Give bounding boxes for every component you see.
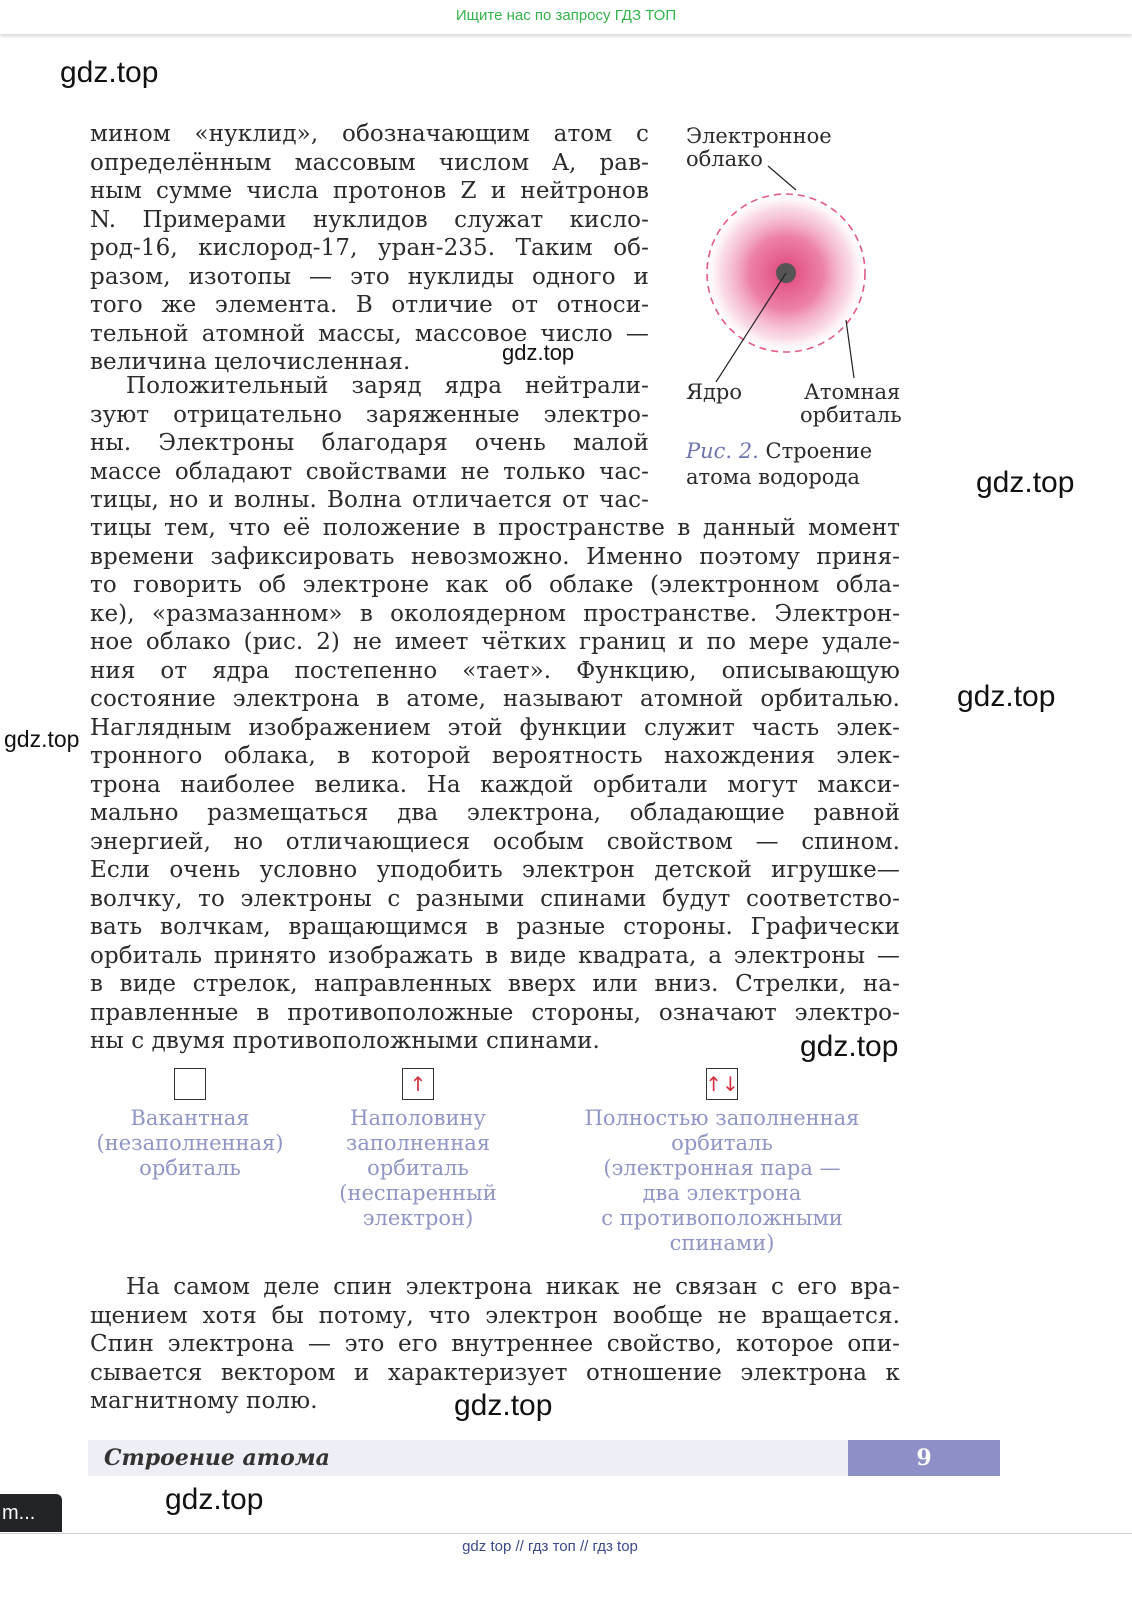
caption-text-1: Строение: [765, 439, 873, 463]
text-line: ке), «размазанном» в околоядерном пространстве. Электрон-: [90, 600, 900, 627]
orbital-label-line: (неспаренный: [339, 1181, 497, 1205]
text-line: времени зафиксировать невозможно. Именно поэтому приня-: [90, 543, 900, 570]
orbital-label-line: Наполовину: [350, 1106, 486, 1130]
text-line: ное облако (рис. 2) не имеет чётких границ и по мере удале-: [90, 629, 900, 655]
bottom-link[interactable]: гдз top: [592, 1538, 638, 1555]
top-banner[interactable]: Ищите нас по запросу ГДЗ ТОП: [0, 0, 1132, 34]
text-line: род-16, кислород-17, уран-235. Таким об-: [90, 235, 649, 261]
label-nucleus: Ядро: [686, 380, 742, 404]
text-line: N. Примерами нуклидов служат кисло-: [90, 206, 649, 233]
label-electron-cloud-2: облако: [686, 147, 763, 171]
caption-text-2: атома водорода: [686, 465, 860, 489]
pointer-cloud: [768, 166, 796, 190]
text-line: разом, изотопы — это нуклиды одного и: [90, 263, 649, 290]
orbital-box-up-down-arrows-icon: ↑↓: [706, 1068, 738, 1100]
text-line: величина целочисленная.: [90, 349, 411, 375]
text-line: тронного облака, в которой вероятность нахождения элек-: [90, 743, 900, 769]
paragraph-nuclide: [90, 120, 649, 377]
orbital-box-up-arrow-icon: ↑: [402, 1068, 434, 1100]
paragraph-charge-narrow: [90, 372, 649, 515]
text-line: орбиталь принято изображать в виде квадрата, а электроны —: [90, 942, 900, 969]
text-line: ны с двумя противоположными спинами.: [90, 1028, 600, 1054]
orbital-label-line: два электрона: [642, 1181, 802, 1205]
label-electron-cloud-1: Электронное: [686, 124, 832, 148]
caption-prefix: Рис. 2.: [686, 439, 759, 463]
bottom-link[interactable]: гдз топ: [528, 1538, 576, 1555]
orbital-box-empty: [174, 1068, 206, 1100]
text-line: определённым массовым числом A, рав-: [90, 149, 649, 176]
text-line: вать волчкам, вращающимся в разные стороны. Графически: [90, 914, 900, 940]
text-line: Наглядным изображением этой функции служит часть элек-: [90, 714, 900, 741]
text-line: энергией, но отличающиеся особым свойством — спином.: [90, 828, 900, 855]
text-line: тельной атомной массы, массовое число —: [90, 320, 649, 347]
label-atomic-orbital-2: орбиталь: [800, 403, 902, 427]
text-line: щением хотя бы потому, что электрон вообще не вращается.: [90, 1302, 900, 1329]
orbital-label-line: орбиталь: [671, 1131, 773, 1155]
text-line: сывается вектором и характеризует отношение электрона к: [90, 1359, 900, 1386]
orbital-label-line: Полностью заполненная: [584, 1106, 860, 1130]
orbital-label-line: орбиталь: [367, 1156, 469, 1180]
orbital-label-line: с противоположными: [601, 1206, 843, 1230]
text-line: трона наиболее велика. На каждой орбитали могут макси-: [90, 771, 900, 798]
watermark: gdz.top: [4, 726, 80, 752]
text-line: волчку, то электроны с разными спинами будут соответство-: [90, 885, 900, 912]
label-atomic-orbital-1: Атомная: [804, 380, 901, 404]
text-line: того же элемента. В отличие от относи-: [90, 292, 649, 318]
text-line: Спин электрона — это его внутреннее свойство, которое опи-: [90, 1331, 900, 1357]
orbital-label-line: орбиталь: [139, 1156, 241, 1180]
orbital-half-filled: [318, 1068, 518, 1231]
text-line: то говорить об электроне как об облаке (электронном обла-: [90, 572, 900, 598]
orbital-full: [566, 1068, 878, 1256]
text-line: ны. Электроны благодаря очень малой: [90, 430, 649, 456]
separator: //: [579, 1538, 589, 1555]
orbital-label-line: (незаполненная): [96, 1131, 284, 1155]
watermark: gdz.top: [800, 1030, 899, 1063]
text-line: ния от ядра постепенно «тает». Функцию, описывающую: [90, 657, 900, 684]
watermark: gdz.top: [957, 680, 1056, 713]
atom-diagram: [680, 160, 920, 400]
text-line: массе обладают свойствами не только час-: [90, 458, 649, 485]
orbital-label-line: спинами): [669, 1231, 775, 1255]
text-line: тицы, но и волны. Волна отличается от час-: [90, 487, 649, 513]
orbital-label-line: электрон): [362, 1206, 474, 1230]
figure-caption: [686, 438, 872, 490]
watermark: gdz.top: [454, 1389, 553, 1422]
text-line: Если очень условно уподобить электрон детской игрушке—: [90, 857, 900, 883]
paragraph-charge-wide: [90, 514, 900, 1056]
text-line: зуют отрицательно заряженные электро-: [90, 401, 649, 428]
text-line: в виде стрелок, направленных вверх или вниз. Стрелки, на-: [90, 971, 900, 997]
side-tab[interactable]: m...: [0, 1494, 62, 1532]
text-line: мином «нуклид», обозначающим атом с: [90, 121, 649, 147]
footer-section-title: Строение атома: [104, 1445, 330, 1471]
watermark: gdz.top: [165, 1483, 264, 1516]
orbital-label-line: заполненная: [345, 1131, 491, 1155]
text-line: правленные в противоположные стороны, означают электро-: [90, 999, 900, 1026]
bottom-divider: [0, 1533, 1132, 1534]
orbital-label-line: (электронная пара —: [603, 1156, 841, 1180]
bottom-links: [0, 1538, 1100, 1555]
watermark: gdz.top: [976, 466, 1075, 499]
watermark: gdz.top: [60, 56, 159, 89]
paragraph-spin: [90, 1273, 900, 1416]
watermark: gdz.top: [502, 340, 575, 365]
text-line: На самом деле спин электрона никак не связан с его вра-: [126, 1274, 900, 1300]
separator: //: [515, 1538, 524, 1555]
bottom-link[interactable]: gdz top: [462, 1538, 512, 1555]
text-line: состояние электрона в атоме, называют атомной орбиталью.: [90, 686, 900, 712]
text-line: магнитному полю.: [90, 1388, 318, 1414]
orbital-label-line: Вакантная: [130, 1106, 250, 1130]
text-line: мально размещаться два электрона, обладающие равной: [90, 800, 900, 826]
text-line: тицы тем, что её положение в пространстве в данный момент: [90, 515, 900, 541]
pointer-orbital: [846, 320, 854, 378]
text-line: Положительный заряд ядра нейтрали-: [126, 373, 649, 399]
page-number: 9: [848, 1440, 1000, 1476]
text-line: ным сумме числа протонов Z и нейтронов: [90, 178, 649, 204]
orbital-vacant: [80, 1068, 300, 1181]
